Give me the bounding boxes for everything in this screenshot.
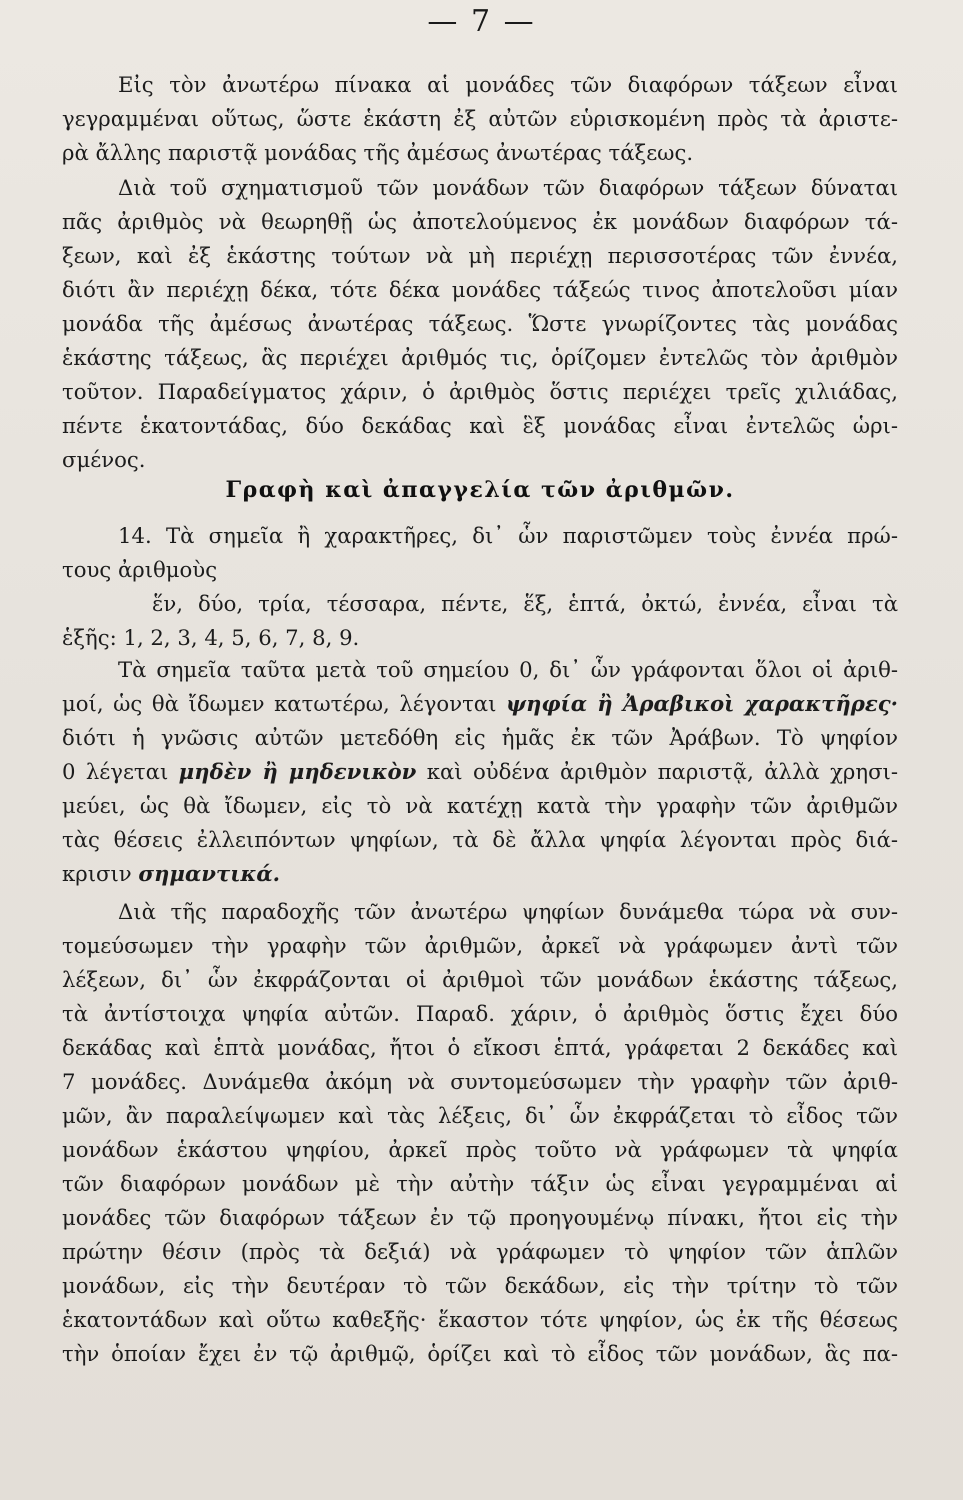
section-heading-block	[62, 470, 898, 510]
text-line: Διὰ τῆς παραδοχῆς τῶν ἀνωτέρω ψηφίων δυνάμεθα τώρα νὰ συν-	[118, 899, 898, 924]
text-run: κρισιν	[62, 861, 139, 886]
text-line: μονάδων ἑκάστου ψηφίου, ἀρκεῖ πρὸς τοῦτο νὰ γράφωμεν τὰ ψηφία	[62, 1137, 898, 1162]
text-line-mixed	[62, 857, 898, 891]
text-line: ἑκάστης τάξεως, ἃς περιέχει ἀριθμός τις, ὁρίζομεν ἐντελῶς τὸν ἀριθμὸν	[62, 345, 898, 370]
text-line: μονάδα τῆς ἀμέσως ἀνωτέρας τάξεως. Ὥστε γνωρίζοντες τὰς μονάδας	[62, 311, 898, 336]
text-line: τοῦτον. Παραδείγματος χάριν, ὁ ἀριθμὸς ὅστις περιέχει τρεῖς χιλιάδας,	[62, 379, 898, 404]
page-number: — 7 —	[427, 4, 536, 39]
text-line: γεγραμμέναι οὕτως, ὥστε ἑκάστη ἐξ αὐτῶν εὑρισκομένη πρὸς τὰ ἀριστε-	[62, 106, 898, 131]
text-line: διότι ἡ γνῶσις αὐτῶν μετεδόθη εἰς ἡμᾶς ἐκ τῶν Ἀράβων. Τὸ ψηφίον	[62, 725, 898, 750]
term-digits-arabic: ψηφία ἢ Ἀραβικοὶ χαρακτῆρες·	[506, 691, 898, 716]
numbers-digits-line: ἑξῆς: 1, 2, 3, 4, 5, 6, 7, 8, 9.	[62, 625, 360, 650]
text-line: μῶν, ἂν παραλείψωμεν καὶ τὰς λέξεις, δι᾽ ὧν ἐκφράζεται τὸ εἶδος τῶν	[62, 1103, 898, 1128]
text-line: τὰς θέσεις ἐλλειπόντων ψηφίων, τὰ δὲ ἄλλα ψηφία λέγονται πρὸς διά-	[62, 827, 898, 852]
text-line: μονάδες τῶν διαφόρων τάξεων ἐν τῷ προηγουμένῳ πίνακι, ἤτοι εἰς τὴν	[62, 1205, 898, 1230]
text-line: διότι ἂν περιέχῃ δέκα, τότε δέκα μονάδες τάξεώς τινος ἀποτελοῦσι μίαν	[62, 277, 898, 302]
text-line: 14. Τὰ σημεῖα ἢ χαρακτῆρες, δι᾽ ὧν παριστῶμεν τοὺς ἐννέα πρώ-	[118, 523, 898, 548]
text-line: τὰ ἀντίστοιχα ψηφία αὐτῶν. Παραδ. χάριν, ὁ ἀριθμὸς ὅστις ἔχει δύο	[62, 1001, 898, 1026]
text-line: πέντε ἑκατοντάδας, δύο δεκάδας καὶ ἓξ μονάδας εἶναι ἐντελῶς ὡρι-	[62, 413, 898, 438]
text-line: ρὰ ἄλλης παριστᾷ μονάδας τῆς ἀμέσως ἀνωτέρας τάξεως.	[62, 140, 694, 165]
term-significant: σημαντικά.	[138, 861, 281, 886]
text-line: Διὰ τοῦ σχηματισμοῦ τῶν μονάδων τῶν διαφόρων τάξεων δύναται	[118, 175, 898, 200]
text-line: δεκάδας καὶ ἑπτὰ μονάδας, ἤτοι ὁ εἴκοσι ἑπτά, γράφεται 2 δεκάδες καὶ	[62, 1035, 898, 1060]
text-line: σμένος.	[62, 447, 146, 472]
text-line-mixed	[62, 755, 898, 789]
text-line: πᾶς ἀριθμὸς νὰ θεωρηθῇ ὡς ἀποτελούμενος ἐκ μονάδων διαφόρων τά-	[62, 209, 898, 234]
text-line: Τὰ σημεῖα ταῦτα μετὰ τοῦ σημείου 0, δι᾽ ὧν γράφονται ὅλοι οἱ ἀριθ-	[118, 657, 898, 682]
text-line: τους ἀριθμοὺς	[62, 557, 218, 582]
text-line: 7 μονάδες. Δυνάμεθα ἀκόμη νὰ συντομεύσωμεν τὴν γραφὴν τῶν ἀριθ-	[62, 1069, 898, 1094]
text-run: καὶ οὐδένα ἀριθμὸν παριστᾷ, ἀλλὰ χρησι-	[416, 759, 898, 784]
text-line-mixed	[62, 687, 898, 721]
text-run: 0 λέγεται	[62, 759, 179, 784]
paragraph-5	[62, 895, 898, 1371]
text-line: μονάδων, εἰς τὴν δευτέραν τὸ τῶν δεκάδων, εἰς τὴν τρίτην τὸ τῶν	[62, 1273, 898, 1298]
text-line: τῶν διαφόρων μονάδων μὲ τὴν αὐτὴν τάξιν ὡς εἶναι γεγραμμέναι αἱ	[62, 1171, 898, 1196]
text-line: λέξεων, δι᾽ ὧν ἐκφράζονται οἱ ἀριθμοὶ τῶν μονάδων ἑκάστης τάξεως,	[62, 967, 898, 992]
paragraph-4	[62, 653, 898, 891]
text-line: τομεύσωμεν τὴν γραφὴν τῶν ἀριθμῶν, ἀρκεῖ νὰ γράφωμεν ἀντὶ τῶν	[62, 933, 898, 958]
paragraph-3	[62, 519, 898, 655]
text-line: πρώτην θέσιν (πρὸς τὰ δεξιά) νὰ γράφωμεν τὸ ψηφίον τῶν ἁπλῶν	[62, 1239, 898, 1264]
text-line: μεύει, ὡς θὰ ἴδωμεν, εἰς τὸ νὰ κατέχῃ κατὰ τὴν γραφὴν τῶν ἀριθμῶν	[62, 793, 898, 818]
text-run: μοί, ὡς θὰ ἴδωμεν κατωτέρω, λέγονται	[62, 691, 506, 716]
text-line: Εἰς τὸν ἀνωτέρω πίνακα αἱ μονάδες τῶν διαφόρων τάξεων εἶναι	[118, 72, 898, 97]
text-line: ἑκατοντάδων καὶ οὕτω καθεξῆς· ἕκαστον τότε ψηφίον, ὡς ἐκ τῆς θέσεως	[62, 1307, 898, 1332]
section-heading: Γραφὴ καὶ ἀπαγγελία τῶν ἀριθμῶν.	[225, 477, 735, 503]
text-line: ξεων, καὶ ἐξ ἑκάστης τούτων νὰ μὴ περιέχῃ περισσοτέρας τῶν ἐννέα,	[62, 243, 898, 268]
paragraph-2	[62, 171, 898, 477]
text-line: τὴν ὁποίαν ἔχει ἐν τῷ ἀριθμῷ, ὁρίζει καὶ τὸ εἶδος τῶν μονάδων, ἃς πα-	[62, 1341, 898, 1366]
paragraph-1	[62, 68, 898, 170]
numbers-words-line: ἕν, δύο, τρία, τέσσαρα, πέντε, ἕξ, ἑπτά, ὀκτώ, ἐννέα, εἶναι τὰ	[152, 591, 898, 616]
term-zero: μηδὲν ἢ μηδενικὸν	[178, 759, 417, 784]
